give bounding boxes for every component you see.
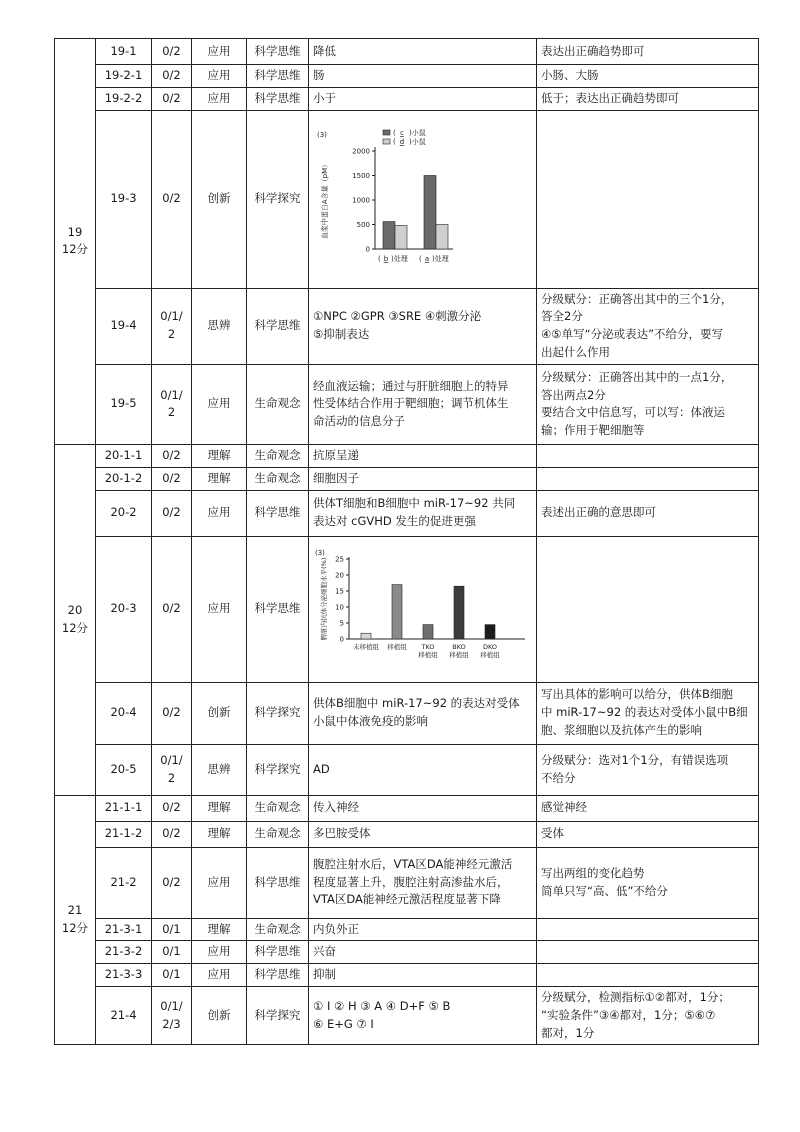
points-cell: 0/2 bbox=[152, 65, 192, 88]
chart-y-tick-label: 2000 bbox=[352, 147, 370, 156]
item-id-cell: 21-1-1 bbox=[96, 795, 152, 821]
ability-cell: 科学思维 bbox=[247, 941, 309, 964]
table-row bbox=[55, 39, 759, 65]
chart-bar-1 bbox=[392, 585, 402, 639]
points-cell: 0/2 bbox=[152, 444, 192, 467]
chart-bar-d小鼠-0 bbox=[395, 226, 407, 250]
cognitive-level-cell: 应用 bbox=[192, 536, 247, 682]
ability-cell: 科学思维 bbox=[247, 964, 309, 987]
item-id-cell: 21-3-3 bbox=[96, 964, 152, 987]
chart-bar-c小鼠-0 bbox=[383, 222, 395, 249]
cognitive-level-cell: 创新 bbox=[192, 986, 247, 1044]
points-cell: 0/2 bbox=[152, 682, 192, 744]
table-row bbox=[55, 918, 759, 941]
chart-y-tick-label: 10 bbox=[335, 603, 344, 612]
scoring-notes-cell bbox=[537, 964, 759, 987]
table-row bbox=[55, 288, 759, 364]
chart-category-bracket: ( bbox=[378, 255, 381, 264]
chart-legend-label: )小鼠 bbox=[409, 129, 426, 138]
table-row bbox=[55, 65, 759, 88]
table-row bbox=[55, 744, 759, 795]
chart-y-tick-label: 15 bbox=[335, 587, 344, 596]
table-row bbox=[55, 847, 759, 918]
chart-legend-blank: d bbox=[399, 138, 405, 147]
table-row bbox=[55, 110, 759, 288]
chart-category-label: 移植组 bbox=[418, 651, 438, 660]
answer-cell: 多巴胺受体 bbox=[309, 821, 537, 847]
scoring-notes-cell: 低于；表达出正确趋势即可 bbox=[537, 87, 759, 110]
chart-legend-swatch bbox=[383, 139, 390, 144]
ability-cell: 科学思维 bbox=[247, 847, 309, 918]
answer-cell: 供体T细胞和B细胞中 miR-17~92 共同 表达对 cGVHD 发生的促进更强 bbox=[309, 490, 537, 536]
chart-category-label: 移植组 bbox=[387, 643, 407, 652]
ability-cell: 生命观念 bbox=[247, 444, 309, 467]
question-score: 12分 bbox=[61, 242, 89, 257]
cognitive-level-cell: 理解 bbox=[192, 444, 247, 467]
chart-y-tick-label: 500 bbox=[356, 221, 370, 230]
chart-y-tick-label: 5 bbox=[339, 619, 344, 628]
cognitive-level-cell: 应用 bbox=[192, 65, 247, 88]
chart-panel-label: (3) bbox=[315, 549, 325, 558]
bar-chart-protein-a bbox=[313, 121, 533, 271]
table-row bbox=[55, 964, 759, 987]
item-id-cell: 20-1-2 bbox=[96, 467, 152, 490]
ability-cell: 科学思维 bbox=[247, 65, 309, 88]
cognitive-level-cell: 应用 bbox=[192, 39, 247, 65]
question-number: 20 bbox=[67, 602, 83, 617]
points-cell: 0/2 bbox=[152, 490, 192, 536]
scoring-notes-cell: 分级赋分，检测指标①②都对，1分； “实验条件”③④都对，1分；⑤⑥⑦ 都对，1分 bbox=[537, 986, 759, 1044]
chart-legend-blank: c bbox=[400, 129, 404, 138]
chart-bar-4 bbox=[485, 625, 495, 639]
ability-cell: 生命观念 bbox=[247, 821, 309, 847]
scoring-notes-cell bbox=[537, 941, 759, 964]
cognitive-level-cell: 应用 bbox=[192, 964, 247, 987]
answer-cell: 降低 bbox=[309, 39, 537, 65]
answer-key-table bbox=[54, 38, 759, 1045]
scoring-notes-cell: 分级赋分：正确答出其中的三个1分， 答全2分 ④⑤单写“分泌或表达”不给分，要写 出起什么作用 bbox=[537, 288, 759, 364]
item-id-cell: 20-2 bbox=[96, 490, 152, 536]
scoring-notes-cell: 小肠、大肠 bbox=[537, 65, 759, 88]
chart-category-label: 未移植组 bbox=[353, 643, 379, 652]
answer-cell: 细胞因子 bbox=[309, 467, 537, 490]
chart-bar-3 bbox=[454, 586, 464, 639]
points-cell: 0/2 bbox=[152, 847, 192, 918]
item-id-cell: 19-2-1 bbox=[96, 65, 152, 88]
chart-legend-bracket: ( bbox=[393, 129, 396, 138]
item-id-cell: 21-4 bbox=[96, 986, 152, 1044]
scoring-notes-cell bbox=[537, 918, 759, 941]
bar-chart-antibody-cells bbox=[313, 543, 533, 669]
scoring-notes-cell: 分级赋分：选对1个1分，有错误选项 不给分 bbox=[537, 744, 759, 795]
table-row bbox=[55, 682, 759, 744]
chart-category-label: )处理 bbox=[391, 255, 408, 264]
chart-category-bracket: ( bbox=[419, 255, 422, 264]
chart-y-tick-label: 1500 bbox=[352, 172, 370, 181]
answer-cell: AD bbox=[309, 744, 537, 795]
ability-cell: 科学探究 bbox=[247, 986, 309, 1044]
chart-bar-0 bbox=[361, 633, 371, 639]
points-cell: 0/1 bbox=[152, 918, 192, 941]
ability-cell: 生命观念 bbox=[247, 918, 309, 941]
item-id-cell: 21-2 bbox=[96, 847, 152, 918]
table-row bbox=[55, 795, 759, 821]
item-id-cell: 20-3 bbox=[96, 536, 152, 682]
ability-cell: 科学思维 bbox=[247, 536, 309, 682]
chart-category-label: TKO bbox=[421, 643, 435, 652]
points-cell: 0/2 bbox=[152, 795, 192, 821]
cognitive-level-cell: 理解 bbox=[192, 795, 247, 821]
answer-cell: 经血液运输；通过与肝脏细胞上的特异 性受体结合作用于靶细胞；调节机体生 命活动的信息分子 bbox=[309, 364, 537, 444]
ability-cell: 生命观念 bbox=[247, 364, 309, 444]
chart-bar-2 bbox=[423, 625, 433, 639]
question-group-cell bbox=[55, 444, 96, 795]
table-row bbox=[55, 536, 759, 682]
chart-category-label: BKO bbox=[452, 643, 466, 652]
cognitive-level-cell: 思辨 bbox=[192, 288, 247, 364]
chart-bar-c小鼠-1 bbox=[424, 176, 436, 250]
answer-key-sheet bbox=[54, 38, 759, 1045]
ability-cell: 科学思维 bbox=[247, 490, 309, 536]
points-cell: 0/1/ 2/3 bbox=[152, 986, 192, 1044]
scoring-notes-cell: 分级赋分：正确答出其中的一点1分， 答出两点2分 要结合文中信息写，可以写：体液运 输；作用于靶细胞等 bbox=[537, 364, 759, 444]
item-id-cell: 19-5 bbox=[96, 364, 152, 444]
chart-category-label: 移植组 bbox=[449, 651, 469, 660]
cognitive-level-cell: 创新 bbox=[192, 682, 247, 744]
points-cell: 0/1 bbox=[152, 964, 192, 987]
chart-category-label: DKO bbox=[482, 643, 498, 652]
chart-legend-swatch bbox=[383, 130, 390, 135]
points-cell: 0/2 bbox=[152, 821, 192, 847]
question-score: 12分 bbox=[61, 920, 89, 935]
item-id-cell: 21-3-2 bbox=[96, 941, 152, 964]
points-cell: 0/1/ 2 bbox=[152, 364, 192, 444]
points-cell: 0/1 bbox=[152, 941, 192, 964]
item-id-cell: 20-1-1 bbox=[96, 444, 152, 467]
cognitive-level-cell: 应用 bbox=[192, 364, 247, 444]
item-id-cell: 20-4 bbox=[96, 682, 152, 744]
points-cell: 0/2 bbox=[152, 110, 192, 288]
answer-cell: 抗原呈递 bbox=[309, 444, 537, 467]
scoring-notes-cell bbox=[537, 444, 759, 467]
table-row bbox=[55, 364, 759, 444]
answer-cell: 抑制 bbox=[309, 964, 537, 987]
points-cell: 0/2 bbox=[152, 467, 192, 490]
cognitive-level-cell: 创新 bbox=[192, 110, 247, 288]
item-id-cell: 19-4 bbox=[96, 288, 152, 364]
question-group-cell bbox=[55, 39, 96, 445]
chart-category-blank: b bbox=[383, 255, 389, 264]
chart-bar-d小鼠-1 bbox=[436, 225, 448, 250]
chart-y-tick-label: 0 bbox=[339, 635, 344, 644]
chart-y-tick-label: 0 bbox=[365, 245, 370, 254]
answer-cell: ① I ② H ③ A ④ D+F ⑤ B ⑥ E+G ⑦ I bbox=[309, 986, 537, 1044]
points-cell: 0/2 bbox=[152, 87, 192, 110]
scoring-notes-cell: 感觉神经 bbox=[537, 795, 759, 821]
ability-cell: 科学探究 bbox=[247, 682, 309, 744]
item-id-cell: 19-1 bbox=[96, 39, 152, 65]
chart-category-blank: a bbox=[424, 255, 430, 264]
table-row bbox=[55, 490, 759, 536]
cognitive-level-cell: 应用 bbox=[192, 941, 247, 964]
answer-cell: 肠 bbox=[309, 65, 537, 88]
table-row bbox=[55, 821, 759, 847]
item-id-cell: 21-3-1 bbox=[96, 918, 152, 941]
chart-category-label: )处理 bbox=[432, 255, 449, 264]
cognitive-level-cell: 应用 bbox=[192, 87, 247, 110]
question-number: 21 bbox=[67, 903, 83, 918]
table-row bbox=[55, 986, 759, 1044]
ability-cell: 科学思维 bbox=[247, 39, 309, 65]
question-number: 19 bbox=[67, 224, 83, 239]
answer-cell: 兴奋 bbox=[309, 941, 537, 964]
scoring-notes-cell: 表达出正确趋势即可 bbox=[537, 39, 759, 65]
ability-cell: 科学思维 bbox=[247, 288, 309, 364]
answer-cell: ①NPC ②GPR ③SRE ④刺激分泌 ⑤抑制表达 bbox=[309, 288, 537, 364]
chart-legend-label: )小鼠 bbox=[409, 138, 426, 147]
chart-y-tick-label: 1000 bbox=[352, 196, 370, 205]
ability-cell: 生命观念 bbox=[247, 467, 309, 490]
scoring-notes-cell: 写出具体的影响可以给分，供体B细胞 中 miR-17~92 的表达对受体小鼠中B细 胞、浆细胞以及抗体产生的影响 bbox=[537, 682, 759, 744]
cognitive-level-cell: 理解 bbox=[192, 918, 247, 941]
chart-cell-antibody bbox=[309, 536, 537, 682]
ability-cell: 科学探究 bbox=[247, 744, 309, 795]
scoring-notes-cell bbox=[537, 536, 759, 682]
table-row bbox=[55, 941, 759, 964]
answer-cell: 小于 bbox=[309, 87, 537, 110]
cognitive-level-cell: 应用 bbox=[192, 847, 247, 918]
cognitive-level-cell: 思辨 bbox=[192, 744, 247, 795]
table-row bbox=[55, 444, 759, 467]
points-cell: 0/1/ 2 bbox=[152, 744, 192, 795]
chart-y-tick-label: 25 bbox=[335, 555, 344, 564]
item-id-cell: 20-5 bbox=[96, 744, 152, 795]
ability-cell: 生命观念 bbox=[247, 795, 309, 821]
chart-category-label: 移植组 bbox=[480, 651, 500, 660]
cognitive-level-cell: 理解 bbox=[192, 467, 247, 490]
cognitive-level-cell: 理解 bbox=[192, 821, 247, 847]
points-cell: 0/2 bbox=[152, 39, 192, 65]
ability-cell: 科学探究 bbox=[247, 110, 309, 288]
question-score: 12分 bbox=[61, 620, 89, 635]
cognitive-level-cell: 应用 bbox=[192, 490, 247, 536]
scoring-notes-cell: 表述出正确的意思即可 bbox=[537, 490, 759, 536]
item-id-cell: 19-2-2 bbox=[96, 87, 152, 110]
item-id-cell: 19-3 bbox=[96, 110, 152, 288]
points-cell: 0/1/ 2 bbox=[152, 288, 192, 364]
item-id-cell: 21-1-2 bbox=[96, 821, 152, 847]
answer-cell: 腹腔注射水后，VTA区DA能神经元激活 程度显著上升，腹腔注射高渗盐水后， VTA区DA能神经元激活程度显著下降 bbox=[309, 847, 537, 918]
points-cell: 0/2 bbox=[152, 536, 192, 682]
chart-panel-label: (3) bbox=[317, 131, 327, 140]
question-group-cell bbox=[55, 795, 96, 1045]
answer-cell: 供体B细胞中 miR-17~92 的表达对受体 小鼠中体液免疫的影响 bbox=[309, 682, 537, 744]
scoring-notes-cell: 受体 bbox=[537, 821, 759, 847]
answer-cell: 传入神经 bbox=[309, 795, 537, 821]
chart-y-axis-label: 血浆中蛋白A含量（pM） bbox=[321, 161, 329, 240]
answer-cell: 内负外正 bbox=[309, 918, 537, 941]
chart-y-axis-label: 脾脏内抗体分泌细胞水平(%) bbox=[320, 557, 328, 641]
scoring-notes-cell: 写出两组的变化趋势 简单只写“高、低”不给分 bbox=[537, 847, 759, 918]
scoring-notes-cell bbox=[537, 467, 759, 490]
table-row bbox=[55, 467, 759, 490]
ability-cell: 科学思维 bbox=[247, 87, 309, 110]
chart-legend-bracket: ( bbox=[393, 138, 396, 147]
chart-cell-protein-a bbox=[309, 110, 537, 288]
chart-y-tick-label: 20 bbox=[335, 571, 344, 580]
scoring-notes-cell bbox=[537, 110, 759, 288]
table-row bbox=[55, 87, 759, 110]
